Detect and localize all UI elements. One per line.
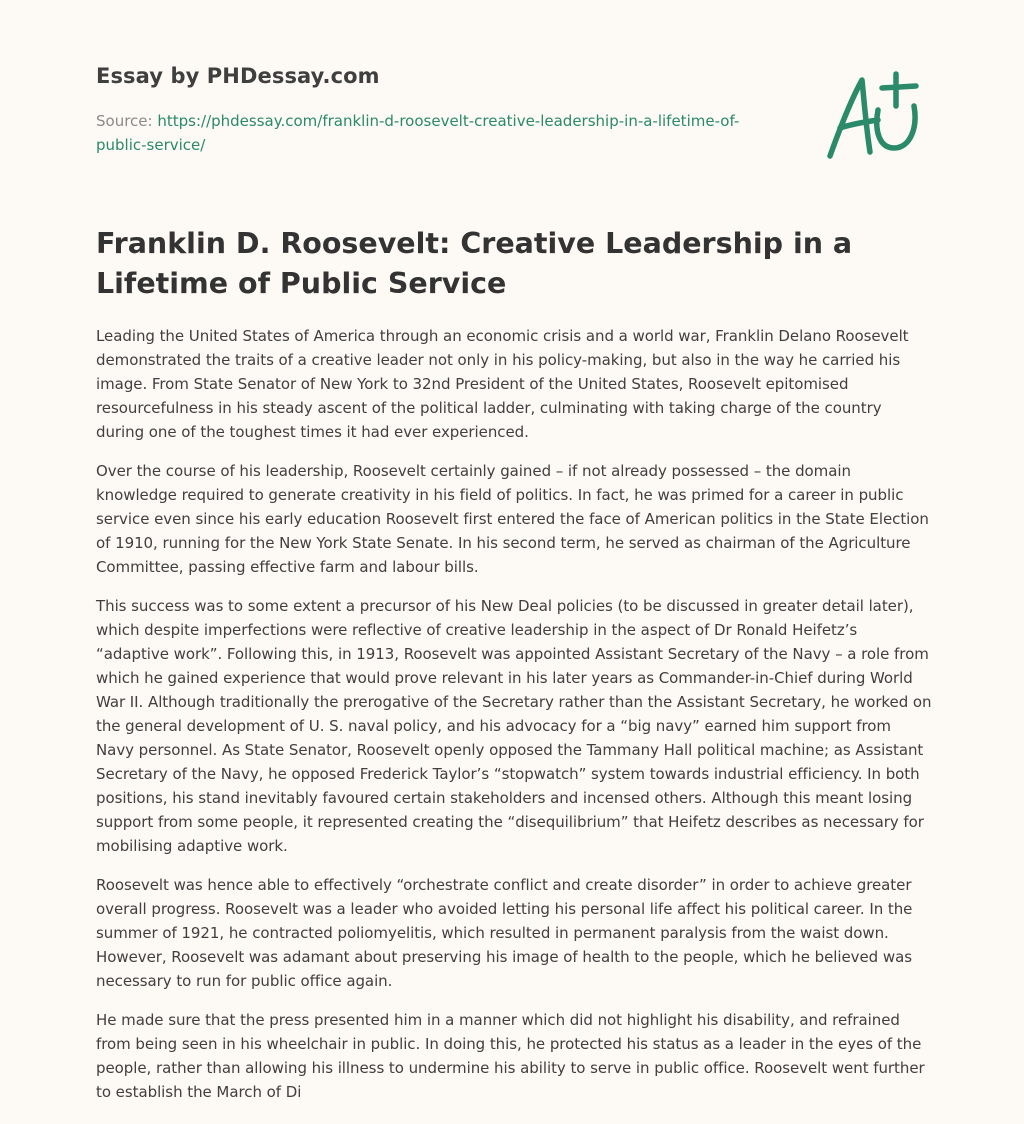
essay-paragraph: Leading the United States of America through an economic crisis and a world war, Franklin Delano Roosevelt demonstrated the traits of a creative leader not only in his policy-making, but also in the way he carried his image. From State Senator of New York to 32nd President of the United States, Roosevelt epitomised resourcefulness in his steady ascent of the political ladder, culminating with taking charge of the country during one of the toughest times it had ever experienced.	[96, 327, 909, 441]
essay-paragraph: This success was to some extent a precursor of his New Deal policies (to be discussed in greater detail later), which despite imperfections were reflective of creative leadership in the aspect of Dr Ronald Heifetz’s “adaptive work”. Following this, in 1913, Roosevelt was appointed Assistant Secretary of the Navy – a role from which he gained experience that would prove relevant in his later years as Commander-in-Chief during World War II. Although traditionally the prerogative of the Secretary rather than the Assistant Secretary, he worked on the general development of U. S. naval policy, and his advocacy for a “big navy” earned him support from Navy personnel. As State Senator, Roosevelt openly opposed the Tammany Hall political machine; as Assistant Secretary of the Navy, he opposed Frederick Taylor’s “stopwatch” system towards industrial efficiency. In both positions, his stand inevitably favoured certain stakeholders and incensed others. Although this meant losing support from some people, it represented creating the “disequilibrium” that Heifetz describes as necessary for mobilising adaptive work.	[96, 597, 932, 855]
site-title: Essay by PHDessay.com	[96, 64, 380, 88]
essay-body	[96, 324, 932, 1119]
essay-paragraph: He made sure that the press presented him in a manner which did not highlight his disability, and refrained from being seen in his wheelchair in public. In doing this, he protected his status as a leader in the eyes of the people, rather than allowing his illness to undermine his ability to serve in public office. Roosevelt went further to establish the March of Di	[96, 1011, 925, 1101]
essay-paragraph: Roosevelt was hence able to effectively “orchestrate conflict and create disorder” in order to achieve greater overall progress. Roosevelt was a leader who avoided letting his personal life affect his political career. In the summer of 1921, he contracted poliomyelitis, which resulted in permanent paralysis from the waist down. However, Roosevelt was adamant about preserving his image of health to the people, which he believed was necessary to run for public office again.	[96, 876, 913, 990]
essay-title: Franklin D. Roosevelt: Creative Leadership in a Lifetime of Public Service	[96, 227, 853, 300]
source-label: Source:	[96, 112, 153, 130]
a-plus-logo-icon	[818, 66, 930, 166]
source-line	[96, 109, 756, 157]
essay-paragraph: Over the course of his leadership, Roosevelt certainly gained – if not already possessed – the domain knowledge required to generate creativity in his field of politics. In fact, he was primed for a career in public service even since his early education Roosevelt first entered the face of American politics in the State Election of 1910, running for the New York State Senate. In his second term, he served as chairman of the Agriculture Committee, passing effective farm and labour bills.	[96, 462, 929, 576]
source-link[interactable]: https://phdessay.com/franklin-d-roosevelt-creative-leadership-in-a-lifetime-of-public-service/	[96, 112, 740, 154]
